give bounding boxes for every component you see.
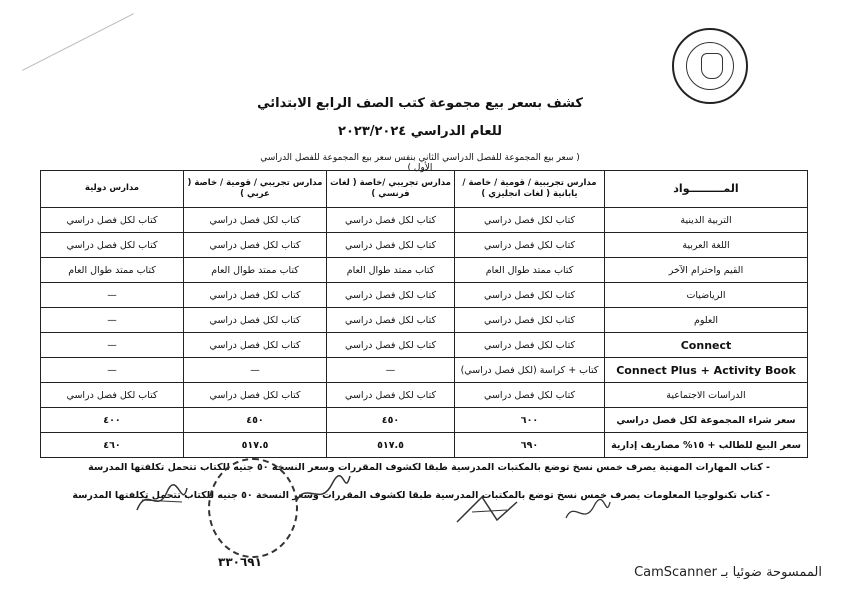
book-cell: — <box>327 358 455 383</box>
table-row <box>41 258 808 283</box>
book-cell: كتاب لكل فصل دراسي <box>455 308 605 333</box>
ministry-logo <box>672 28 748 104</box>
book-cell: كتاب ممتد طوال العام <box>327 258 455 283</box>
stamp-number: ٣٣٠٦٩١ <box>218 555 262 569</box>
book-cell: كتاب لكل فصل دراسي <box>327 283 455 308</box>
subject-cell: الدراسات الاجتماعية <box>605 383 808 408</box>
table-row <box>41 383 808 408</box>
document-title: كشف بسعر بيع مجموعة كتب الصف الرابع الابتدائي <box>257 96 583 111</box>
book-cell: كتاب لكل فصل دراسي <box>41 383 184 408</box>
book-cell: — <box>41 358 184 383</box>
book-cell: كتاب لكل فصل دراسي <box>327 333 455 358</box>
book-cell: كتاب لكل فصل دراسي <box>41 208 184 233</box>
book-cell: كتاب + كراسة (لكل فصل دراسي) <box>455 358 605 383</box>
book-cell: كتاب لكل فصل دراسي <box>327 308 455 333</box>
book-cell: كتاب لكل فصل دراسي <box>455 383 605 408</box>
header-english-schools: مدارس تجريبية / قومية / خاصة / يابانية ( لغات انجليزي ) <box>455 171 605 208</box>
academic-year: للعام الدراسي ٢٠٢٣/٢٠٢٤ <box>338 124 502 139</box>
subject-cell: القيم واحترام الآخر <box>605 258 808 283</box>
header-french-schools: مدارس تجريبي /خاصة ( لغات فرنسي ) <box>327 171 455 208</box>
official-stamp <box>208 458 298 558</box>
price-cell: ٤٥٠ <box>184 408 327 433</box>
book-cell: كتاب لكل فصل دراسي <box>455 283 605 308</box>
table-row <box>41 208 808 233</box>
price-cell: ٥١٧.٥ <box>184 433 327 458</box>
book-cell: كتاب لكل فصل دراسي <box>184 208 327 233</box>
table-row <box>41 333 808 358</box>
pricing-note: ( سعر بيع المجموعة للفصل الدراسي الثاني بنفس سعر بيع المجموعة للفصل الدراسي الأول ) <box>260 153 580 173</box>
book-cell: كتاب لكل فصل دراسي <box>327 383 455 408</box>
signature-3 <box>452 492 522 528</box>
subject-cell: Connect <box>605 333 808 358</box>
price-cell: ٤٥٠ <box>327 408 455 433</box>
table-row <box>41 308 808 333</box>
price-cell: ٥١٧.٥ <box>327 433 455 458</box>
book-cell: كتاب لكل فصل دراسي <box>455 333 605 358</box>
diagonal-line <box>22 13 134 71</box>
subject-cell: اللغة العربية <box>605 233 808 258</box>
book-cell: كتاب لكل فصل دراسي <box>184 283 327 308</box>
price-cell: ٤٠٠ <box>41 408 184 433</box>
subject-cell: الرياضيات <box>605 283 808 308</box>
signature-2 <box>292 470 352 510</box>
book-cell: كتاب لكل فصل دراسي <box>41 233 184 258</box>
book-cell: كتاب لكل فصل دراسي <box>455 233 605 258</box>
logo-inner-ring <box>686 42 734 90</box>
price-label-cell: سعر شراء المجموعة لكل فصل دراسي <box>605 408 808 433</box>
book-cell: كتاب لكل فصل دراسي <box>455 208 605 233</box>
header-arabic-schools: مدارس تجريبي / قومية / خاصة ( عربي ) <box>184 171 327 208</box>
book-cell: — <box>41 333 184 358</box>
price-cell: ٦٠٠ <box>455 408 605 433</box>
book-cell: — <box>41 308 184 333</box>
book-price-table <box>40 170 808 458</box>
price-cell: ٤٦٠ <box>41 433 184 458</box>
book-cell: — <box>184 358 327 383</box>
signature-4 <box>562 498 612 528</box>
book-cell: — <box>41 283 184 308</box>
book-cell: كتاب لكل فصل دراسي <box>184 233 327 258</box>
note-vocational-skills: - كتاب المهارات المهنية يصرف خمس نسخ توضع بالمكتبات المدرسية طبقا لكشوف المقررات وسعر النسخة ٥٠ جنيه للكتاب تتحمل تكلفتها المدرسة <box>88 462 770 473</box>
subject-cell: العلوم <box>605 308 808 333</box>
header-subject: المـــــــــواد <box>605 171 808 208</box>
camscanner-watermark: الممسوحة ضوئيا بـ CamScanner <box>634 565 822 580</box>
table-row <box>41 283 808 308</box>
book-cell: كتاب لكل فصل دراسي <box>327 233 455 258</box>
book-cell: كتاب لكل فصل دراسي <box>184 383 327 408</box>
table-row <box>41 233 808 258</box>
table-row <box>41 358 808 383</box>
eagle-icon <box>701 53 723 79</box>
note-information-technology: - كتاب تكنولوجيا المعلومات يصرف خمس نسخ توضع بالمكتبات المدرسية طبقا لكشوف المقررات وسعر النسخة ٥٠ جنيه للكتاب تتحمل تكلفتها المدرسة <box>72 490 770 501</box>
signature-1 <box>132 480 192 520</box>
book-cell: كتاب لكل فصل دراسي <box>184 333 327 358</box>
subject-cell: Connect Plus + Activity Book <box>605 358 808 383</box>
price-row <box>41 408 808 433</box>
book-cell: كتاب ممتد طوال العام <box>455 258 605 283</box>
book-cell: كتاب لكل فصل دراسي <box>184 308 327 333</box>
price-cell: ٦٩٠ <box>455 433 605 458</box>
table-header-row <box>41 171 808 208</box>
book-cell: كتاب ممتد طوال العام <box>184 258 327 283</box>
price-label-cell: سعر البيع للطالب + ١٥% مصاريف إدارية <box>605 433 808 458</box>
price-row <box>41 433 808 458</box>
header-international-schools: مدارس دولية <box>41 171 184 208</box>
book-cell: كتاب ممتد طوال العام <box>41 258 184 283</box>
book-cell: كتاب لكل فصل دراسي <box>327 208 455 233</box>
subject-cell: التربية الدينية <box>605 208 808 233</box>
